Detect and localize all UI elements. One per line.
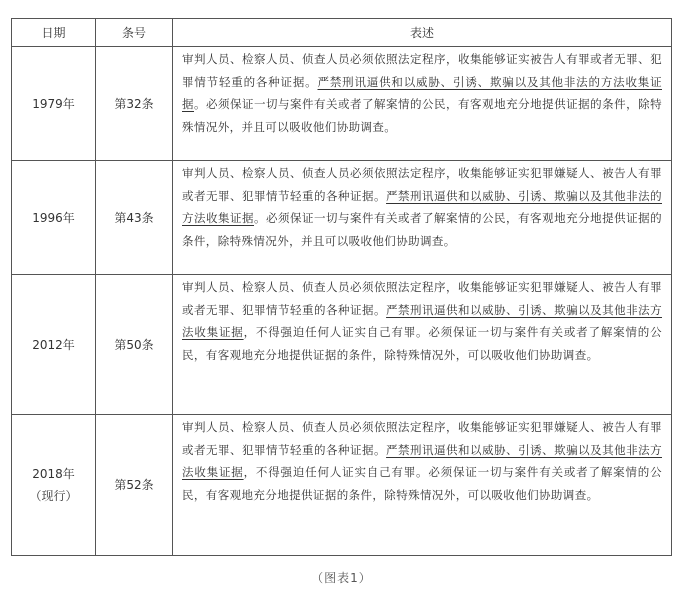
table-row — [12, 415, 672, 556]
date-note: （现行） — [29, 489, 78, 503]
underlined-clause: 严禁刑讯逼供和以威胁、引诱、欺骗以及其他非法的方法收集证据 — [182, 188, 662, 226]
description-text-rest: 。必须保证一切与案件有关或者了解案情的公民，有客观地充分地提供证据的条件，除特殊情况外，并且可以吸收他们协助调查。 — [182, 97, 662, 134]
description-text: 审判人员、检察人员、侦查人员必须依照法定程序，收集能够证实被告人有罪或者无罪、犯罪情节轻重的各种证据。 — [182, 52, 662, 89]
underlined-clause: 严禁刑讯逼供和以威胁、引诱、欺骗以及其他非法的方法收集证据 — [182, 74, 662, 112]
description-cell — [173, 161, 672, 275]
date-text: 1996年 — [32, 210, 75, 225]
law-comparison-table — [11, 18, 672, 556]
date-cell — [12, 161, 96, 275]
header-article: 条号 — [96, 19, 173, 47]
date-cell — [12, 415, 96, 556]
table-row — [12, 161, 672, 275]
description-text-rest: 。必须保证一切与案件有关或者了解案情的公民，有客观地充分地提供证据的条件，除特殊情况外，并且可以吸收他们协助调查。 — [182, 211, 662, 248]
underlined-clause: 严禁刑讯逼供和以威胁、引诱、欺骗以及其他非法方法收集证据 — [182, 302, 662, 340]
date-text: 1979年 — [32, 96, 75, 111]
description-text: 审判人员、检察人员、侦查人员必须依照法定程序，收集能够证实犯罪嫌疑人、被告人有罪或者无罪、犯罪情节轻重的各种证据。 — [182, 280, 662, 317]
description-cell — [173, 415, 672, 556]
description-text-rest: ，不得强迫任何人证实自己有罪。必须保证一切与案件有关或者了解案情的公民，有客观地充分地提供证据的条件，除特殊情况外，可以吸收他们协助调查。 — [182, 465, 662, 502]
figure-caption: （图表1） — [311, 571, 372, 585]
table-row — [12, 275, 672, 415]
date-text: 2012年 — [32, 337, 75, 352]
article-cell: 第43条 — [96, 161, 173, 275]
description-text: 审判人员、检察人员、侦查人员必须依照法定程序，收集能够证实犯罪嫌疑人、被告人有罪或者无罪、犯罪情节轻重的各种证据。 — [182, 166, 662, 203]
header-description: 表述 — [173, 19, 672, 47]
underlined-clause: 严禁刑讯逼供和以威胁、引诱、欺骗以及其他非法方法收集证据 — [182, 442, 662, 480]
article-cell: 第32条 — [96, 47, 173, 161]
table-row — [12, 47, 672, 161]
description-text: 审判人员、检察人员、侦查人员必须依照法定程序，收集能够证实犯罪嫌疑人、被告人有罪或者无罪、犯罪情节轻重的各种证据。 — [182, 420, 662, 457]
description-text-rest: ，不得强迫任何人证实自己有罪。必须保证一切与案件有关或者了解案情的公民，有客观地充分地提供证据的条件，除特殊情况外，可以吸收他们协助调查。 — [182, 325, 662, 362]
article-cell: 第50条 — [96, 275, 173, 415]
description-cell — [173, 275, 672, 415]
table-header-row — [12, 19, 672, 47]
article-cell: 第52条 — [96, 415, 173, 556]
date-cell — [12, 47, 96, 161]
description-cell — [173, 47, 672, 161]
date-cell — [12, 275, 96, 415]
date-text: 2018年 — [32, 467, 75, 481]
header-date: 日期 — [12, 19, 96, 47]
